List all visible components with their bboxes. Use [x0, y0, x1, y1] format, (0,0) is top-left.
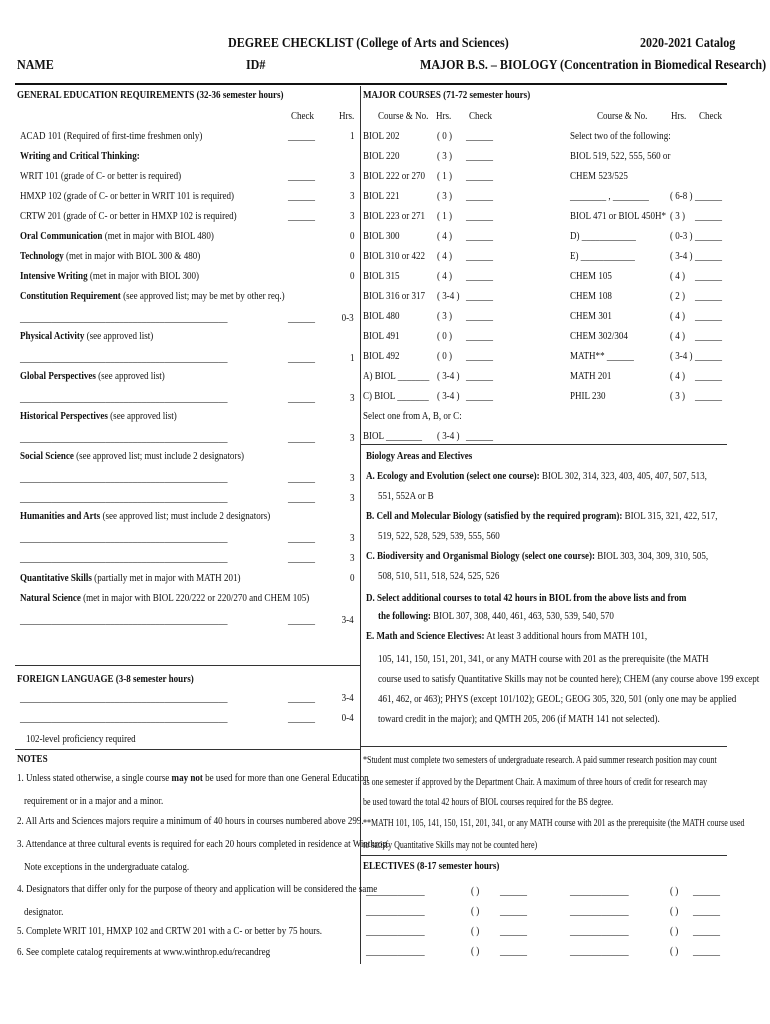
gen-ed-row-text: (met in major with BIOL 480)	[102, 230, 214, 242]
gen-ed-check-blank: ______	[288, 532, 316, 544]
area-line-bold: C. Biodiversity and Organismal Biology (select one course):	[366, 550, 595, 562]
center-divider	[360, 86, 361, 964]
major-course-right: ________ , ________	[570, 190, 649, 202]
major-check-blank: ______	[466, 170, 494, 182]
name-label: NAME	[17, 58, 54, 73]
area-line	[378, 530, 500, 542]
gen-ed-hrs: 0-3	[341, 312, 354, 324]
elective-hrs-parens-right: ( )	[670, 885, 679, 897]
major-title: MAJOR B.S. – BIOLOGY (Concentration in Biomedical Research)	[420, 58, 767, 73]
gen-ed-row	[20, 312, 227, 324]
area-line-text: 551, 552A or B	[378, 490, 434, 502]
major-course: A) BIOL _______	[363, 370, 430, 382]
area-line-bold: D. Select additional courses to total 42 hours in BIOL from the above lists and from	[366, 592, 687, 604]
major-course-right: CHEM 105	[570, 270, 612, 282]
major-check-header-2: Check	[699, 110, 723, 122]
elective-hrs-parens: ( )	[471, 905, 480, 917]
note-emphasis: may not	[171, 772, 203, 784]
major-course: BIOL 222 or 270	[363, 170, 426, 182]
gen-ed-hrs: 0	[349, 270, 354, 282]
major-check-blank: ______	[466, 210, 494, 222]
major-hrs: ( 0 )	[437, 350, 453, 362]
major-hrs: ( 1 )	[437, 170, 453, 182]
major-check-blank-right: ______	[695, 310, 723, 322]
gen-ed-row-text: (see approved list; must include 2 designators)	[100, 510, 271, 522]
gen-ed-hrs: 3	[349, 552, 354, 564]
major-hrs: ( 3 )	[437, 310, 453, 322]
gen-ed-row	[20, 592, 309, 604]
major-course-header: Course & No.	[378, 110, 429, 122]
note-text: be used for more than one General Education	[202, 772, 369, 784]
area-line-text: toward credit in the major); and QMTH 205, 206 (if MATH 141 not selected).	[378, 713, 660, 725]
gen-ed-row	[20, 250, 200, 262]
gen-ed-row	[20, 190, 234, 202]
major-course-right: MATH 201	[570, 370, 612, 382]
gen-ed-row	[20, 290, 285, 302]
gen-ed-row	[20, 370, 165, 382]
gen-ed-row-text: (see approved list; must include 2 designators)	[73, 450, 244, 462]
electives-heading: ELECTIVES (8-17 semester hours)	[363, 860, 500, 872]
gen-ed-row	[20, 150, 140, 162]
gen-ed-heading: GENERAL EDUCATION REQUIREMENTS (32-36 semester hours)	[17, 89, 284, 101]
gen-ed-row-text: ______________________________________________	[20, 492, 228, 504]
area-line-text: 508, 510, 511, 518, 524, 525, 526	[378, 570, 500, 582]
gen-ed-hrs: 0	[349, 230, 354, 242]
area-line	[378, 570, 499, 582]
area-line-text: BIOL 315, 321, 422, 517,	[622, 510, 718, 522]
gen-ed-row-text: (see approved list)	[95, 370, 165, 382]
foreign-blank: ______________________________________________	[20, 712, 228, 724]
major-check-blank-right: ______	[695, 390, 723, 402]
major-course: BIOL 202	[363, 130, 400, 142]
gen-ed-hrs: 1	[349, 352, 354, 364]
major-check-header: Check	[469, 110, 493, 122]
gen-ed-check-header: Check	[291, 110, 315, 122]
gen-ed-row	[20, 552, 227, 564]
major-course: BIOL 223 or 271	[363, 210, 426, 222]
gen-ed-row	[20, 210, 237, 222]
gen-ed-hrs: 0	[349, 572, 354, 584]
major-check-blank-right: ______	[695, 290, 723, 302]
major-hrs: ( 3-4 )	[437, 390, 460, 402]
document-title: DEGREE CHECKLIST (College of Arts and Sciences)	[228, 36, 509, 51]
major-check-blank-right: ______	[695, 270, 723, 282]
gen-ed-row-bold: Global Perspectives	[20, 370, 96, 382]
major-course-right: MATH** ______	[570, 350, 634, 362]
gen-ed-row-text: CRTW 201 (grade of C- or better in HMXP 102 is required)	[20, 210, 237, 222]
gen-ed-hrs: 3	[349, 492, 354, 504]
major-course: BIOL 300	[363, 230, 400, 242]
foreign-heading: FOREIGN LANGUAGE (3-8 semester hours)	[17, 673, 194, 685]
major-course-right: CHEM 108	[570, 290, 612, 302]
major-course-right: Select two of the following:	[570, 130, 671, 142]
note-line: designator.	[24, 906, 64, 918]
area-line	[366, 630, 647, 642]
gen-ed-row	[20, 392, 227, 404]
gen-ed-row-text: (see approved list; may be met by other req.)	[120, 290, 285, 302]
major-hrs: ( 0 )	[437, 130, 453, 142]
gen-ed-row	[20, 450, 244, 462]
major-check-blank-right: ______	[695, 250, 723, 262]
gen-ed-hrs: 3	[349, 190, 354, 202]
area-line-text: 519, 522, 528, 529, 539, 555, 560	[378, 530, 500, 542]
major-hrs-header-2: Hrs.	[671, 110, 687, 122]
area-line-text: BIOL 302, 314, 323, 403, 405, 407, 507, 513,	[539, 470, 707, 482]
gen-ed-row-text: ______________________________________________	[20, 614, 228, 626]
area-line	[366, 550, 708, 562]
major-heading: MAJOR COURSES (71-72 semester hours)	[363, 89, 531, 101]
major-course: BIOL 480	[363, 310, 400, 322]
area-line-bold: A. Ecology and Evolution (select one course):	[366, 470, 540, 482]
elective-hrs-parens: ( )	[471, 925, 480, 937]
gen-ed-row-bold: Social Science	[20, 450, 74, 462]
major-check-blank: ______	[466, 270, 494, 282]
major-course-right: BIOL 519, 522, 555, 560 or	[570, 150, 671, 162]
elective-hrs-parens: ( )	[471, 885, 480, 897]
major-check-blank-right: ______	[695, 330, 723, 342]
area-line	[378, 653, 709, 665]
area-line-text: At least 3 additional hours from MATH 101,	[484, 630, 648, 642]
major-check-blank-right: ______	[695, 190, 723, 202]
gen-ed-row	[20, 170, 181, 182]
gen-ed-row-text: ACAD 101 (Required of first-time freshmen only)	[20, 130, 203, 142]
major-course: BIOL 310 or 422	[363, 250, 426, 262]
major-course-right: E) ____________	[570, 250, 635, 262]
area-line-text: BIOL 307, 308, 440, 461, 463, 530, 539, 540, 570	[430, 610, 614, 622]
gen-ed-row	[20, 532, 227, 544]
area-line	[378, 693, 736, 705]
foreign-rule	[15, 665, 360, 666]
gen-ed-hrs: 3	[349, 210, 354, 222]
elective-check-blank: ______	[500, 885, 528, 897]
major-hrs: ( 0 )	[437, 330, 453, 342]
gen-ed-check-blank: ______	[288, 312, 316, 324]
major-hrs-right: ( 3 )	[670, 390, 686, 402]
footnote-rule	[361, 746, 727, 747]
gen-ed-row-text: ______________________________________________	[20, 352, 228, 364]
gen-ed-check-blank: ______	[288, 352, 316, 364]
areas-rule	[361, 444, 727, 445]
major-hrs: ( 4 )	[437, 230, 453, 242]
id-label: ID#	[246, 58, 266, 73]
area-line	[378, 673, 759, 685]
major-check-blank-right: ______	[695, 210, 723, 222]
gen-ed-row	[20, 432, 227, 444]
foreign-check-blank: ______	[288, 712, 316, 724]
note-line: 6. See complete catalog requirements at www.winthrop.edu/recandreg	[17, 946, 271, 958]
gen-ed-row-bold: Natural Science	[20, 592, 81, 604]
major-check-blank: ______	[466, 290, 494, 302]
foreign-blank: ______________________________________________	[20, 692, 228, 704]
major-check-blank: ______	[466, 130, 494, 142]
area-line	[378, 713, 660, 725]
major-course-right: CHEM 301	[570, 310, 612, 322]
major-hrs-right: ( 0-3 )	[670, 230, 693, 242]
elective-course-blank-right: _____________	[570, 925, 629, 937]
gen-ed-check-blank: ______	[288, 432, 316, 444]
gen-ed-hrs: 0	[349, 250, 354, 262]
area-line-bold: E. Math and Science Electives:	[366, 630, 485, 642]
major-course-right: CHEM 302/304	[570, 330, 628, 342]
gen-ed-row-bold: Oral Communication	[20, 230, 103, 242]
gen-ed-check-blank: ______	[288, 170, 316, 182]
elective-check-blank-right: ______	[693, 925, 721, 937]
note-line: Note exceptions in the undergraduate catalog.	[24, 861, 190, 873]
major-course: BIOL 491	[363, 330, 400, 342]
gen-ed-row	[20, 330, 153, 342]
gen-ed-row-text: ______________________________________________	[20, 392, 228, 404]
area-line-text: course used to satisfy Quantitative Skills may not be counted here); CHEM (any course above 199 except	[378, 673, 760, 685]
major-course: BIOL 220	[363, 150, 400, 162]
major-course: C) BIOL _______	[363, 390, 429, 402]
elective-course-blank-right: _____________	[570, 905, 629, 917]
elective-check-blank: ______	[500, 945, 528, 957]
gen-ed-row	[20, 492, 227, 504]
major-hrs-right: ( 4 )	[670, 330, 686, 342]
gen-ed-row-bold: Constitution Requirement	[20, 290, 121, 302]
elective-hrs-parens: ( )	[471, 945, 480, 957]
footnote-line: as one semester if approved by the Department Chair. A maximum of three hours of credit for research may	[363, 777, 708, 788]
major-course: BIOL 315	[363, 270, 400, 282]
major-check-blank: ______	[466, 190, 494, 202]
gen-ed-hrs-header: Hrs.	[339, 110, 355, 122]
gen-ed-hrs: 3	[349, 170, 354, 182]
gen-ed-row	[20, 410, 177, 422]
gen-ed-row-bold: Humanities and Arts	[20, 510, 101, 522]
gen-ed-row	[20, 572, 240, 584]
gen-ed-row-text: ______________________________________________	[20, 472, 228, 484]
foreign-hrs: 3-4	[341, 692, 354, 704]
gen-ed-check-blank: ______	[288, 472, 316, 484]
gen-ed-row-bold: Intensive Writing	[20, 270, 88, 282]
note-line	[17, 772, 369, 784]
elective-hrs-parens-right: ( )	[670, 925, 679, 937]
major-course: BIOL 316 or 317	[363, 290, 426, 302]
foreign-note: 102-level proficiency required	[26, 733, 136, 745]
major-hrs: ( 4 )	[437, 250, 453, 262]
gen-ed-hrs: 3	[349, 432, 354, 444]
gen-ed-hrs: 3	[349, 472, 354, 484]
major-course: Select one from A, B, or C:	[363, 410, 462, 422]
major-check-blank-right: ______	[695, 350, 723, 362]
gen-ed-row-bold: Physical Activity	[20, 330, 85, 342]
major-hrs-header: Hrs.	[436, 110, 452, 122]
gen-ed-row	[20, 352, 227, 364]
gen-ed-row-text: (see approved list)	[84, 330, 154, 342]
major-hrs-right: ( 3-4 )	[670, 250, 693, 262]
major-course-right: D) ____________	[570, 230, 636, 242]
gen-ed-row-bold: Historical Perspectives	[20, 410, 108, 422]
major-check-blank: ______	[466, 150, 494, 162]
area-line	[378, 610, 614, 622]
gen-ed-check-blank: ______	[288, 552, 316, 564]
catalog-year: 2020-2021 Catalog	[640, 36, 736, 51]
major-check-blank: ______	[466, 230, 494, 242]
major-hrs: ( 4 )	[437, 270, 453, 282]
footnote-line: to satisfy Quantitative Skills may not be counted here)	[363, 840, 538, 851]
major-hrs: ( 3-4 )	[437, 430, 460, 442]
gen-ed-row-bold: Technology	[20, 250, 64, 262]
area-line-text: BIOL 303, 304, 309, 310, 505,	[594, 550, 709, 562]
major-course-right: BIOL 471 or BIOL 450H*	[570, 210, 667, 222]
elective-course-blank-right: _____________	[570, 885, 629, 897]
major-course-right: CHEM 523/525	[570, 170, 628, 182]
elective-course-blank: _____________	[366, 905, 425, 917]
major-course: BIOL ________	[363, 430, 423, 442]
footnote-line: *Student must complete two semesters of undergraduate research. A paid summer research position may count	[363, 755, 717, 766]
elective-course-blank: _____________	[366, 885, 425, 897]
area-line	[366, 592, 686, 604]
gen-ed-row	[20, 614, 227, 626]
electives-rule	[361, 855, 727, 856]
major-check-blank-right: ______	[695, 230, 723, 242]
major-check-blank: ______	[466, 370, 494, 382]
gen-ed-hrs: 3-4	[341, 614, 354, 626]
gen-ed-row-bold: Writing and Critical Thinking:	[20, 150, 140, 162]
area-line-bold: the following:	[378, 610, 431, 622]
elective-course-blank: _____________	[366, 945, 425, 957]
elective-check-blank: ______	[500, 925, 528, 937]
gen-ed-row-text: WRIT 101 (grade of C- or better is required)	[20, 170, 182, 182]
major-course-right: PHIL 230	[570, 390, 606, 402]
notes-heading: NOTES	[17, 753, 48, 765]
note-line: 5. Complete WRIT 101, HMXP 102 and CRTW 201 with a C- or better by 75 hours.	[17, 925, 323, 937]
gen-ed-row-text: HMXP 102 (grade of C- or better in WRIT 101 is required)	[20, 190, 235, 202]
foreign-hrs: 0-4	[341, 712, 354, 724]
major-hrs-right: ( 4 )	[670, 270, 686, 282]
header-rule	[15, 83, 727, 85]
gen-ed-row-text: ______________________________________________	[20, 532, 228, 544]
note-line: 2. All Arts and Sciences majors require a minimum of 40 hours in courses numbered above 299.	[17, 815, 364, 827]
areas-heading: Biology Areas and Electives	[366, 450, 473, 462]
footnote-line: be used toward the total 42 hours of BIOL courses required for the BS degree.	[363, 797, 614, 808]
major-hrs-right: ( 6-8 )	[670, 190, 693, 202]
major-check-blank: ______	[466, 250, 494, 262]
major-check-blank: ______	[466, 430, 494, 442]
elective-hrs-parens-right: ( )	[670, 905, 679, 917]
major-check-blank: ______	[466, 330, 494, 342]
gen-ed-row-text: (see approved list)	[107, 410, 177, 422]
area-line-text: 105, 141, 150, 151, 201, 341, or any MATH course with 201 as the prerequisite (the MATH	[378, 653, 709, 665]
area-line	[366, 510, 718, 522]
major-check-blank: ______	[466, 350, 494, 362]
note-text: 1. Unless stated otherwise, a single course	[17, 772, 172, 784]
foreign-check-blank: ______	[288, 692, 316, 704]
gen-ed-row	[20, 472, 227, 484]
major-hrs-right: ( 4 )	[670, 370, 686, 382]
major-hrs: ( 3 )	[437, 190, 453, 202]
major-check-blank: ______	[466, 390, 494, 402]
area-line	[378, 490, 434, 502]
elective-check-blank: ______	[500, 905, 528, 917]
gen-ed-row	[20, 270, 199, 282]
note-line: 4. Designators that differ only for the purpose of theory and application will be considered the same	[17, 883, 378, 895]
major-check-blank: ______	[466, 310, 494, 322]
gen-ed-check-blank: ______	[288, 614, 316, 626]
area-line-text: 461, 462, or 463); PHYS (except 101/102); GEOL; GEOG 305, 320, 501 (only one may be applied	[378, 693, 737, 705]
gen-ed-row-text: ______________________________________________	[20, 432, 228, 444]
gen-ed-row	[20, 130, 202, 142]
elective-course-blank: _____________	[366, 925, 425, 937]
gen-ed-check-blank: ______	[288, 190, 316, 202]
major-hrs-right: ( 3 )	[670, 210, 686, 222]
gen-ed-row-text: (partially met in major with MATH 201)	[91, 572, 241, 584]
notes-rule	[15, 749, 360, 750]
gen-ed-row-text: (met in major with BIOL 300)	[87, 270, 199, 282]
major-hrs-right: ( 4 )	[670, 310, 686, 322]
major-check-blank-right: ______	[695, 370, 723, 382]
gen-ed-check-blank: ______	[288, 130, 316, 142]
major-hrs-right: ( 3-4 )	[670, 350, 693, 362]
note-line: requirement or in a major and a minor.	[24, 795, 164, 807]
major-course-header-2: Course & No.	[597, 110, 648, 122]
gen-ed-check-blank: ______	[288, 210, 316, 222]
gen-ed-row-bold: Quantitative Skills	[20, 572, 92, 584]
major-hrs-right: ( 2 )	[670, 290, 686, 302]
gen-ed-hrs: 3	[349, 532, 354, 544]
elective-check-blank-right: ______	[693, 945, 721, 957]
major-course: BIOL 492	[363, 350, 400, 362]
footnote-line: **MATH 101, 105, 141, 150, 151, 201, 341, or any MATH course with 201 as the prerequisite (the MATH course used	[363, 818, 745, 829]
area-line	[366, 470, 707, 482]
elective-check-blank-right: ______	[693, 905, 721, 917]
major-hrs: ( 3 )	[437, 150, 453, 162]
gen-ed-check-blank: ______	[288, 392, 316, 404]
note-line: 3. Attendance at three cultural events is required for each 20 hours completed in residence at Winthrop.	[17, 838, 390, 850]
gen-ed-row	[20, 230, 214, 242]
gen-ed-hrs: 1	[349, 130, 354, 142]
elective-course-blank-right: _____________	[570, 945, 629, 957]
elective-check-blank-right: ______	[693, 885, 721, 897]
gen-ed-row-text: (met in major with BIOL 220/222 or 220/270 and CHEM 105)	[80, 592, 310, 604]
gen-ed-check-blank: ______	[288, 492, 316, 504]
gen-ed-row	[20, 510, 270, 522]
gen-ed-row-text: ______________________________________________	[20, 312, 228, 324]
area-line-bold: B. Cell and Molecular Biology (satisfied by the required program):	[366, 510, 623, 522]
gen-ed-hrs: 3	[349, 392, 354, 404]
elective-hrs-parens-right: ( )	[670, 945, 679, 957]
major-hrs: ( 1 )	[437, 210, 453, 222]
major-hrs: ( 3-4 )	[437, 290, 460, 302]
major-course: BIOL 221	[363, 190, 400, 202]
gen-ed-row-text: ______________________________________________	[20, 552, 228, 564]
major-hrs: ( 3-4 )	[437, 370, 460, 382]
gen-ed-row-text: (met in major with BIOL 300 & 480)	[63, 250, 201, 262]
